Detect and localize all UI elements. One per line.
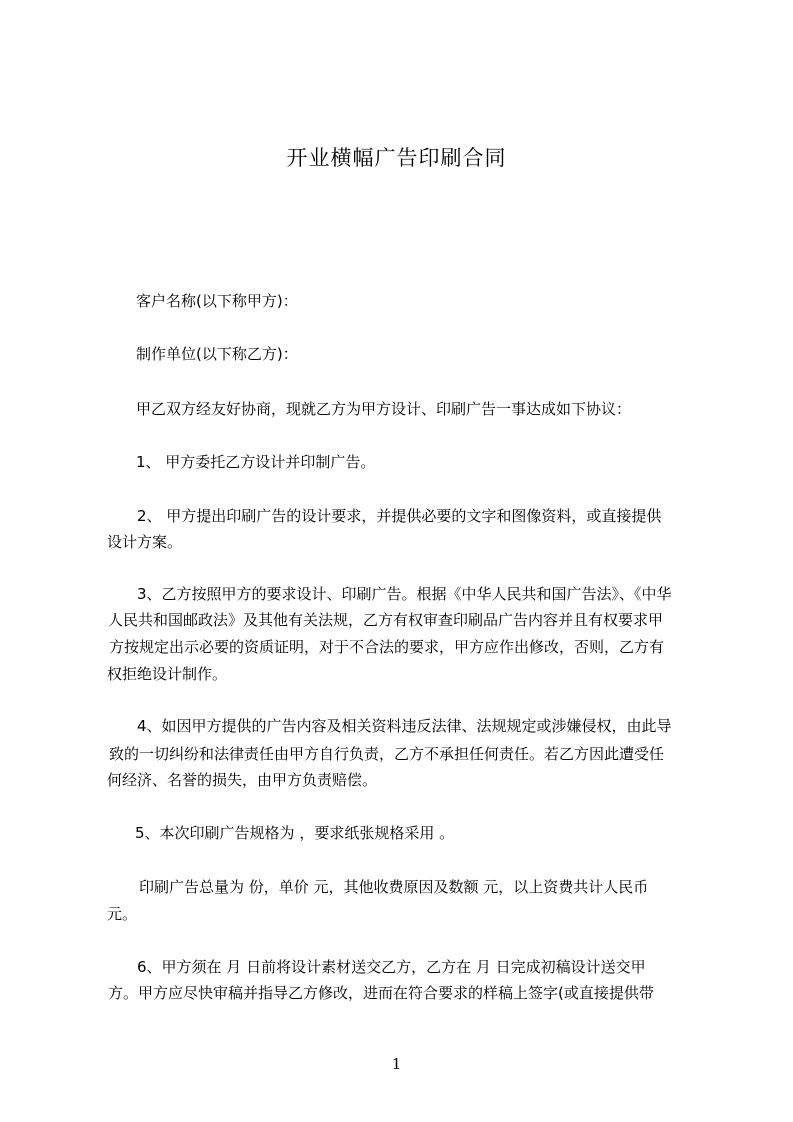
- clause-5-line-3: 元。: [107, 905, 138, 923]
- clause-2-line-2: 设计方案。: [107, 533, 183, 551]
- clause-4-line-3: 何经济、名誉的损失，由甲方负责赔偿。: [107, 771, 378, 789]
- clause-6-line-2: 方。甲方应尽快审稿并指导乙方修改，进而在符合要求的样稿上签字(或直接提供带: [108, 984, 654, 1002]
- clause-1: 1、 甲方委托乙方设计并印制广告。: [136, 453, 376, 471]
- clause-6-line-1: 6、甲方须在 月 日前将设计素材送交乙方，乙方在 月 日完成初稿设计送交甲: [137, 958, 646, 976]
- page-number: 1: [391, 1055, 402, 1073]
- clause-4-line-2: 致的一切纠纷和法律责任由甲方自行负责，乙方不承担任何责任。若乙方因此遭受任: [109, 745, 665, 763]
- clause-5-line-1: 5、本次印刷广告规格为 ，要求纸张规格采用 。: [135, 824, 455, 842]
- clause-4-line-1: 4、如因甲方提供的广告内容及相关资料违反法律、法规规定或涉嫌侵权，由此导: [137, 717, 672, 735]
- clause-3-line-1: 3、乙方按照甲方的要求设计、印刷广告。根据《中华人民共和国广告法》、《中华: [137, 585, 672, 603]
- clause-2-line-1: 2、 甲方提出印刷广告的设计要求，并提供必要的文字和图像资料，或直接提供: [137, 507, 662, 525]
- client-name-line: 客户名称(以下称甲方)：: [136, 292, 298, 310]
- clause-3-line-2: 人民共和国邮政法》及其他有关法规，乙方有权审查印刷品广告内容并且有权要求甲: [108, 611, 664, 629]
- producer-line: 制作单位(以下称乙方)：: [136, 345, 298, 363]
- clause-5-line-2: 印刷广告总量为 份，单价 元，其他收费原因及数额 元，以上资费共计人民币: [139, 878, 649, 896]
- clause-3-line-4: 权拒绝设计制作。: [107, 665, 228, 683]
- intro-line: 甲乙双方经友好协商，现就乙方为甲方设计、印刷广告一事达成如下协议：: [136, 400, 632, 418]
- clause-3-line-3: 方按规定出示必要的资质证明，对于不合法的要求，甲方应作出修改，否则，乙方有: [109, 638, 665, 656]
- document-title: 开业横幅广告印刷合同: [286, 146, 507, 170]
